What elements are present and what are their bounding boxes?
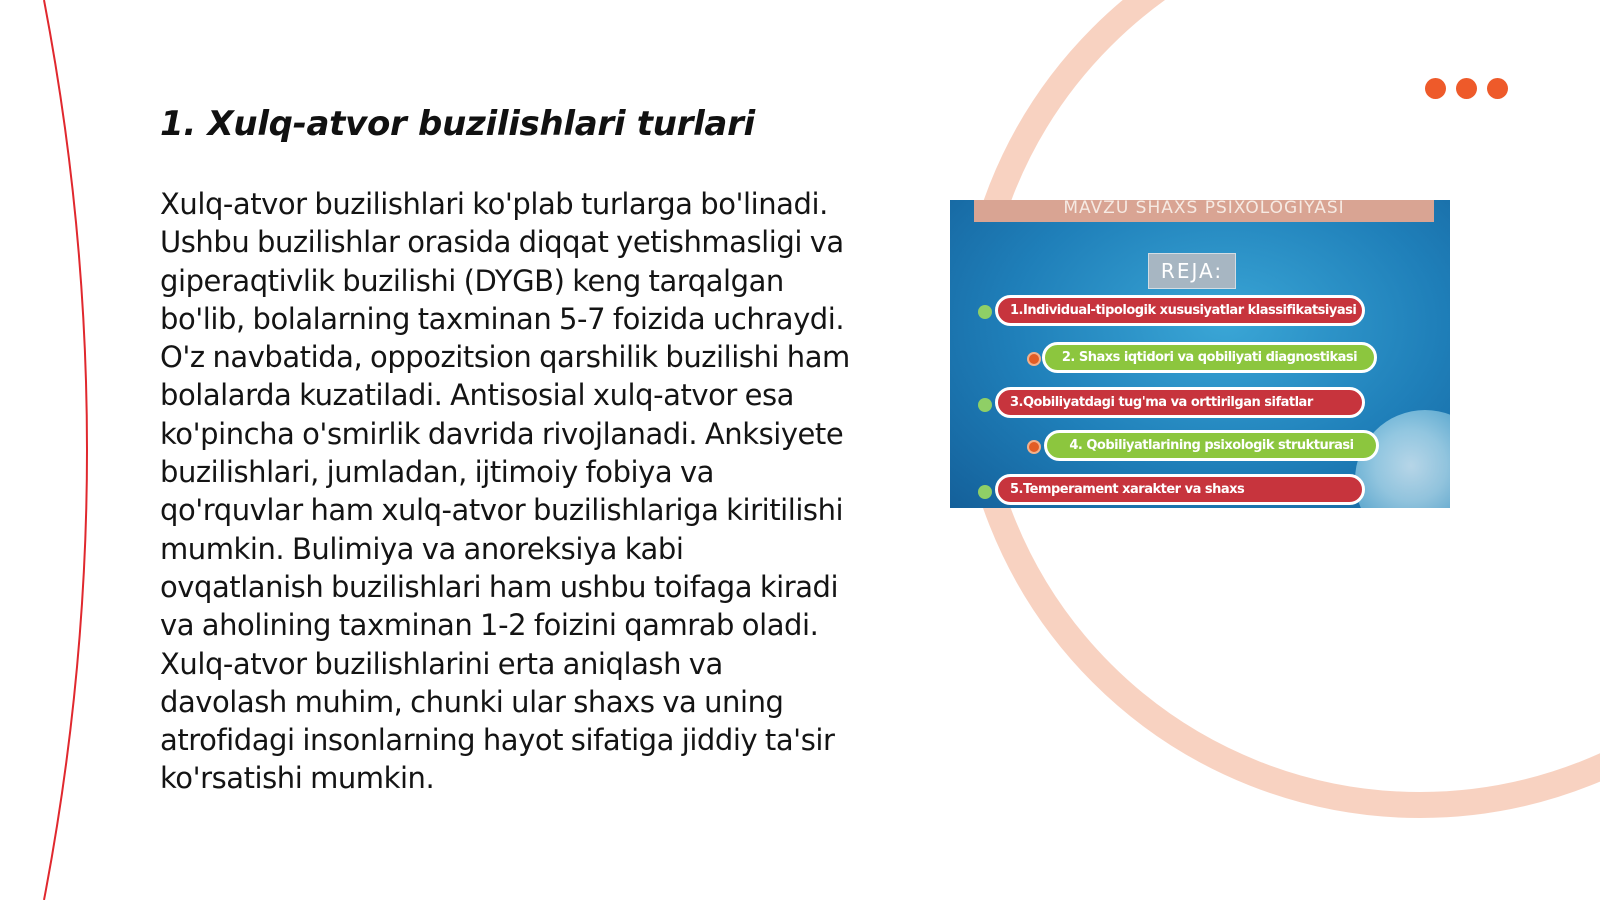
- thumb-bullet-5: [978, 485, 992, 499]
- thumb-item-2: 2. Shaxs iqtidori va qobiliyati diagnostikasi: [1042, 342, 1377, 373]
- thumb-bullet-1: [978, 305, 992, 319]
- slide-body-text: Xulq-atvor buzilishlari ko'plab turlarga bo'linadi. Ushbu buzilishlar orasida diqqat yetishmasligi va giperaqtivlik buzilishi (DYGB) keng tarqalgan bo'lib, bolalarning taxminan 5-7 foizida uchraydi. O'z navbatida, oppozitsion qarshilik buzilishi ham bolalarda kuzatiladi. Antisosial xulq-atvor esa ko'pincha o'smirlik davrida rivojlanadi. Anksiyete buzilishlari, jumladan, ijtimoiy fobiya va qo'rquvlar ham xulq-atvor buzilishlariga kiritilishi mumkin. Bulimiya va anoreksiya kabi ovqatlanish buzilishlari ham ushbu toifaga kiradi va aholining taxminan 1-2 foizini qamrab oladi. Xulq-atvor buzilishlarini erta aniqlash va davolash muhim, chunki ular shaxs va uning atrofidagi insonlarning hayot sifatiga jiddiy ta'sir ko'rsatishi mumkin.: [160, 187, 850, 796]
- thumb-item-1: 1.Individual-tipologik xususiyatlar klassifikatsiyasi: [995, 295, 1365, 326]
- thumb-bullet-4: [1027, 440, 1041, 454]
- dot-1: [1425, 78, 1446, 99]
- dot-3: [1487, 78, 1508, 99]
- thumb-bullet-3: [978, 398, 992, 412]
- left-accent-arc: [44, 0, 87, 900]
- slide-title: 1. Xulq-atvor buzilishlari turlari: [160, 104, 755, 144]
- thumb-header: MAVZU SHAXS PSIXOLOGIYASI: [974, 200, 1434, 222]
- thumb-item-4: 4. Qobiliyatlarining psixologik strukturasi: [1044, 430, 1379, 461]
- thumb-bullet-2: [1027, 352, 1041, 366]
- thumb-reja-label: REJA:: [1148, 253, 1236, 289]
- more-dots-icon: [1425, 78, 1515, 100]
- embedded-slide-image: [950, 200, 1450, 508]
- thumb-item-3: 3.Qobiliyatdagi tug'ma va orttirilgan sifatlar: [995, 387, 1365, 418]
- thumb-item-5: 5.Temperament xarakter va shaxs: [995, 474, 1365, 505]
- dot-2: [1456, 78, 1477, 99]
